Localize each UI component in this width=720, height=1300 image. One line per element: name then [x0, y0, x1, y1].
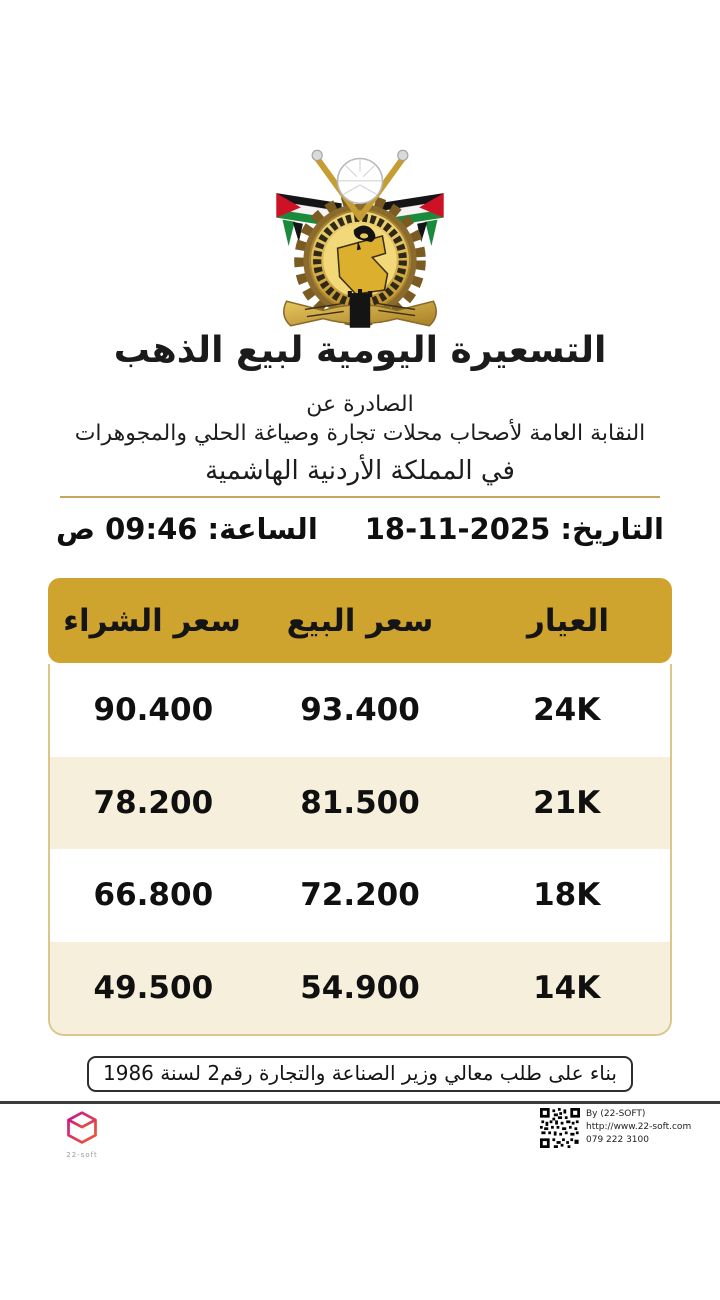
syndicate-emblem-icon	[258, 140, 462, 334]
sell-price-cell: 54.900	[300, 969, 420, 1006]
table-header	[48, 578, 672, 663]
karat-cell: 24K	[533, 692, 601, 729]
table-row	[50, 849, 670, 942]
footer-divider	[0, 1101, 720, 1104]
karat-cell: 21K	[533, 784, 601, 821]
vendor-logo	[58, 1110, 106, 1159]
time-label: الساعة:	[207, 512, 318, 546]
country-line: في المملكة الأردنية الهاشمية	[205, 456, 515, 486]
sell-price-cell: 93.400	[300, 692, 420, 729]
vendor-phone: 079 222 3100	[586, 1135, 649, 1146]
vendor-name: By (22-SOFT)	[586, 1109, 646, 1119]
date-group	[365, 512, 664, 546]
regulation-note: بناء على طلب معالي وزير الصناعة والتجارة رقم2 لسنة 1986	[87, 1056, 633, 1092]
sell-price-cell: 81.500	[300, 784, 420, 821]
col-header-buy: سعر الشراء	[63, 602, 241, 639]
date-label: التاريخ:	[560, 512, 664, 546]
vendor-contact	[586, 1108, 691, 1147]
qr-code-icon	[540, 1108, 580, 1148]
sell-price-cell: 72.200	[300, 877, 420, 914]
table-row	[50, 664, 670, 757]
cube-logo-label: 22-soft	[66, 1151, 98, 1159]
syndicate-line: النقابة العامة لأصحاب محلات تجارة وصياغة الحلي والمجوهرات	[74, 421, 646, 446]
table-row	[50, 757, 670, 850]
vendor-brand-block	[540, 1108, 691, 1148]
col-header-sell: سعر البيع	[286, 602, 434, 639]
page-title: التسعيرة اليومية لبيع الذهب	[113, 330, 607, 371]
issued-by-line: الصادرة عن	[306, 392, 414, 417]
datetime-row	[0, 512, 720, 546]
gold-separator	[60, 496, 660, 498]
buy-price-cell: 90.400	[93, 692, 214, 729]
buy-price-cell: 78.200	[93, 784, 214, 821]
table-body	[48, 664, 672, 1036]
table-row	[50, 942, 670, 1035]
karat-cell: 14K	[533, 969, 601, 1006]
col-header-karat: العيار	[527, 602, 609, 639]
buy-price-cell: 66.800	[93, 877, 214, 914]
time-value: 09:46 ص	[56, 512, 198, 546]
note-container	[0, 1056, 720, 1092]
karat-cell: 18K	[533, 877, 601, 914]
vendor-website: http://www.22-soft.com	[586, 1122, 692, 1133]
cube-logo-icon	[62, 1110, 102, 1146]
buy-price-cell: 49.500	[93, 969, 214, 1006]
date-value: 18-11-2025	[364, 512, 551, 546]
time-group	[56, 512, 318, 546]
